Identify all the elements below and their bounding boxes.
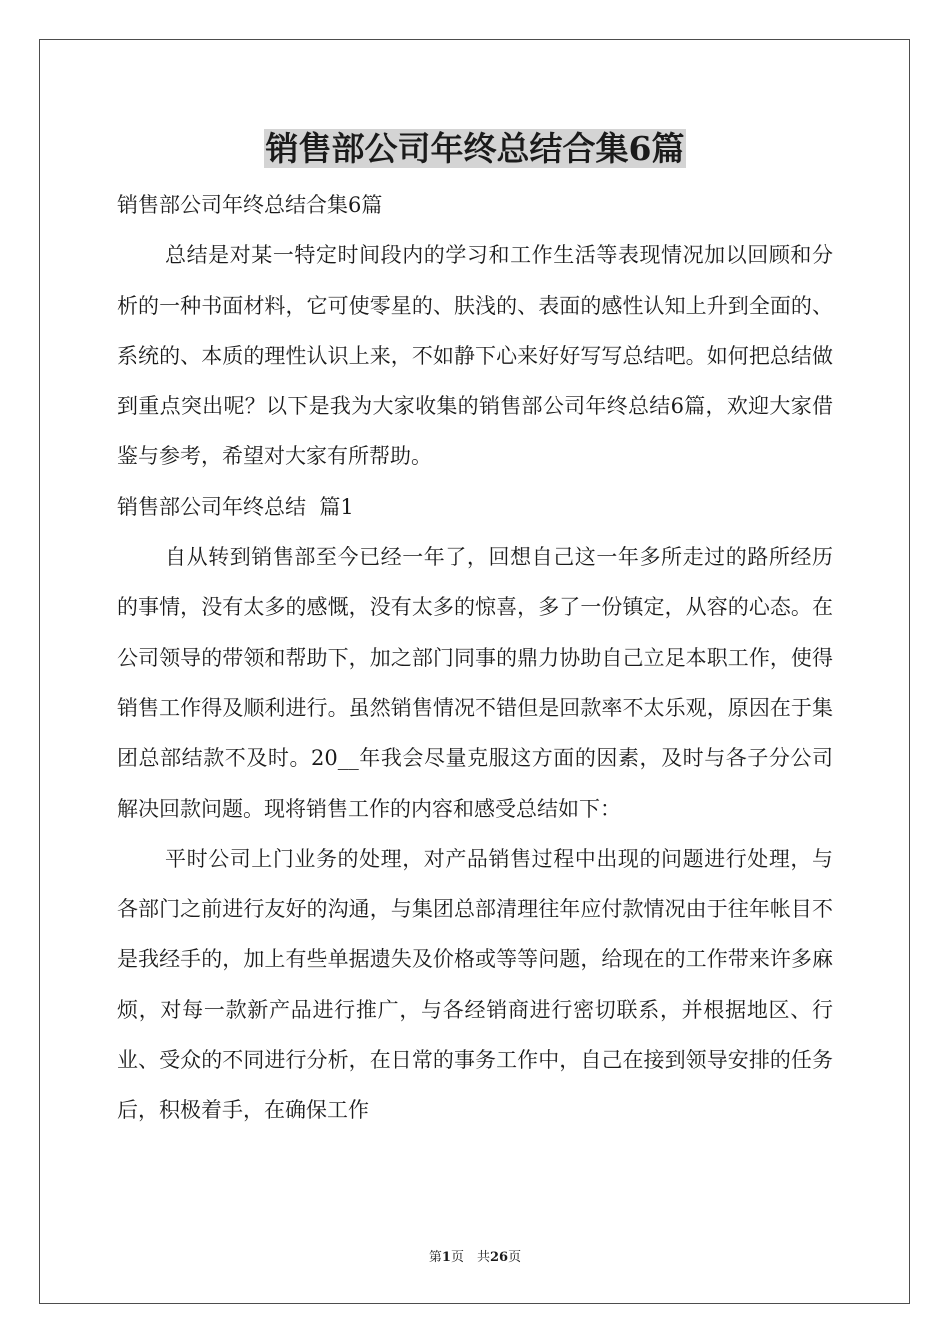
document-title-text: 销售部公司年终总结合集6篇 <box>265 129 685 168</box>
document-subtitle: 销售部公司年终总结合集6篇 <box>117 193 383 217</box>
footer-prefix: 第 <box>428 1250 442 1265</box>
document-title <box>0 128 950 170</box>
section-heading: 销售部公司年终总结 篇1 <box>117 494 354 519</box>
footer-suffix: 页 <box>508 1250 522 1265</box>
intro-paragraph: 总结是对某一特定时间段内的学习和工作生活等表现情况加以回顾和分析的一种书面材料，它可使零星的、肤浅的、表面的感性认知上升到全面的、系统的、本质的理性认识上来，不如静下心来好好写写总结吧。如何把总结做到重点突出呢？以下是我为大家收集的销售部公司年终总结6篇，欢迎大家借鉴与参考，希望对大家有所帮助。 <box>117 243 833 469</box>
document-body <box>117 180 833 1136</box>
footer-middle: 页 共 <box>450 1250 490 1265</box>
body-paragraph-2: 平时公司上门业务的处理，对产品销售过程中出现的问题进行处理，与各部门之前进行友好的沟通，与集团总部清理往年应付款情况由于往年帐目不是我经手的，加上有些单据遗失及价格或等等问题，给现在的工作带来许多麻烦，对每一款新产品进行推广，与各经销商进行密切联系，并根据地区、行业、受众的不同进行分析，在日常的事务工作中，自己在接到领导安排的任务后，积极着手，在确保工作 <box>117 846 833 1123</box>
footer-total-pages: 26 <box>489 1250 509 1265</box>
body-paragraph-1: 自从转到销售部至今已经一年了，回想自己这一年多所走过的路所经历的事情，没有太多的感慨，没有太多的惊喜，多了一份镇定，从容的心态。在公司领导的带领和帮助下，加之部门同事的鼎力协助自己立足本职工作，使得销售工作得及顺利进行。虽然销售情况不错但是回款率不太乐观，原因在于集团总部结款不及时。20__年我会尽量克服这方面的因素，及时与各子分公司解决回款问题。现将销售工作的内容和感受总结如下： <box>117 545 833 821</box>
footer-page-number: 1 <box>441 1250 451 1265</box>
page-footer <box>0 1246 950 1265</box>
